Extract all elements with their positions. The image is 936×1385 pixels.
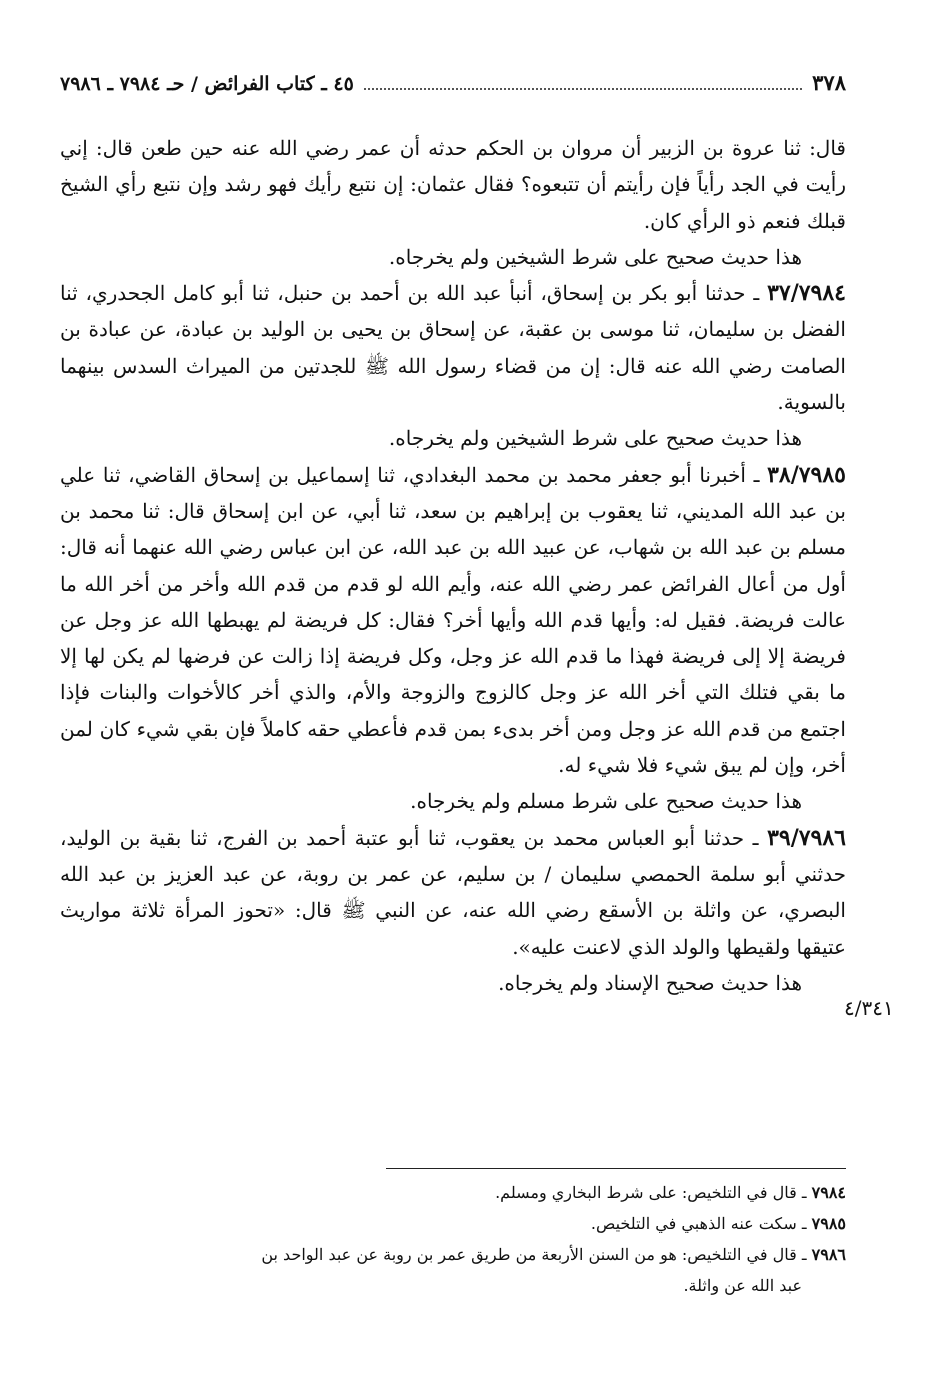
footnote-text: ـ سكت عنه الذهبي في التلخيص. bbox=[590, 1214, 807, 1233]
hadith-text: ـ أخبرنا أبو جعفر محمد بن محمد البغدادي، ثنا إسماعيل بن إسحاق القاضي، ثنا علي بن عبد الله المديني، ثنا يعقوب بن إبراهيم بن سعد، ثنا أبي، عن ابن إسحاق قال: ثنا محمد بن مسلم بن عبد الله بن شهاب، عن عبيد الله بن عبد الله، عن ابن عباس رضي الله عنهما أنه قال: أول من أعال الفرائض عمر رضي الله عنه، وأيم الله لو قدم من قدم الله وأخر من أخر الله ما عالت فريضة. فقيل له: وأيها قدم الله وأيها أخر؟ فقال: كل فريضة لم يهبطها الله عز وجل عن فريضة إلا إلى فريضة فهذا ما قدم الله عز وجل، وكل فريضة إذا زالت عن فرضها لم يكن لها إلا ما بقي فتلك التي أخر الله عز وجل كالزوج والزوجة والأم، والذي أخر كالأخوات والبنات فإذا اجتمع من قدم الله عز وجل ومن أخر بدىء بمن قدم فأعطي حقه كاملاً فإن بقي شيء كان لمن أخر، وإن لم يبق شيء فلا شيء له. bbox=[60, 462, 846, 778]
header-dot-leader bbox=[364, 88, 802, 90]
hadith-text: ـ حدثنا أبو العباس محمد بن يعقوب، ثنا أبو عتبة أحمد بن الفرج، ثنا بقية بن الوليد، حدثني أبو سلمة الحمصي سليمان / بن سليم، عن عمر بن روبة، عن عبد العزيز بن عبد الله البصري، عن واثلة بن الأسقع رضي الله عنه، عن النبي ﷺ قال: «تحوز المرأة ثلاثة مواريث عتيقها ولقيطها والولد الذي لاعنت عليه». bbox=[60, 825, 846, 959]
footnote-number: ٧٩٨٤ bbox=[811, 1183, 846, 1202]
footnotes bbox=[80, 1168, 846, 1301]
footnote-text: ـ قال في التلخيص: على شرط البخاري ومسلم. bbox=[495, 1183, 807, 1202]
hadith-number: ٣٩/٧٩٨٦ bbox=[767, 824, 846, 851]
footnote-7984 bbox=[80, 1177, 846, 1208]
footnote-text: ـ قال في التلخيص: هو من السنن الأربعة من طريق عمر بن روبة عن عبد الواحد بن bbox=[261, 1245, 807, 1264]
footnote-divider bbox=[386, 1168, 846, 1169]
verdict: هذا حديث صحيح على شرط الشيخين ولم يخرجاه. bbox=[388, 426, 802, 451]
hadith-7984 bbox=[60, 275, 846, 420]
hadith-7986 bbox=[60, 820, 846, 965]
hadith-number: ٣٧/٧٩٨٤ bbox=[767, 280, 846, 307]
footnote-7986 bbox=[80, 1239, 846, 1270]
footnote-continuation: عبد الله عن واثلة. bbox=[683, 1276, 802, 1295]
verdict: هذا حديث صحيح الإسناد ولم يخرجاه. bbox=[498, 970, 802, 995]
footnote-7985 bbox=[80, 1208, 846, 1239]
hadith-number: ٣٨/٧٩٨٥ bbox=[767, 461, 846, 488]
verdict: هذا حديث صحيح على شرط الشيخين ولم يخرجاه. bbox=[388, 244, 802, 269]
chapter-title: ٤٥ ـ كتاب الفرائض / حـ ٧٩٨٤ ـ ٧٩٨٦ bbox=[60, 73, 354, 95]
hadith-continuation: قال: ثنا عروة بن الزبير أن مروان بن الحكم حدثه أن عمر رضي الله عنه حين طعن قال: إني رأيت في الجد رأياً فإن رأيتم أن تتبعوه؟ فقال عثمان: إن نتبع رأيك فهو رشد وإن نتبع رأي الشيخ قبلك فنعم ذو الرأي كان. bbox=[60, 136, 846, 233]
margin-reference: ٤/٣٤١ bbox=[844, 996, 894, 1020]
footnote-number: ٧٩٨٦ bbox=[811, 1245, 846, 1264]
page-number: ٣٧٨ bbox=[812, 70, 846, 95]
hadith-7985 bbox=[60, 457, 846, 784]
verdict: هذا حديث صحيح على شرط مسلم ولم يخرجاه. bbox=[410, 789, 802, 814]
main-text bbox=[60, 130, 846, 1001]
running-header bbox=[60, 70, 846, 104]
hadith-text: ـ حدثنا أبو بكر بن إسحاق، أنبأ عبد الله بن أحمد بن حنبل، ثنا أبو كامل الجحدري، ثنا الفضل بن سليمان، ثنا موسى بن عقبة، عن إسحاق بن يحيى بن الوليد بن عبادة، عن عبادة بن الصامت رضي الله عنه قال: إن من قضاء رسول الله ﷺ للجدتين من الميراث السدس بينهما بالسوية. bbox=[60, 281, 846, 415]
page bbox=[60, 70, 846, 1001]
footnote-number: ٧٩٨٥ bbox=[811, 1214, 846, 1233]
